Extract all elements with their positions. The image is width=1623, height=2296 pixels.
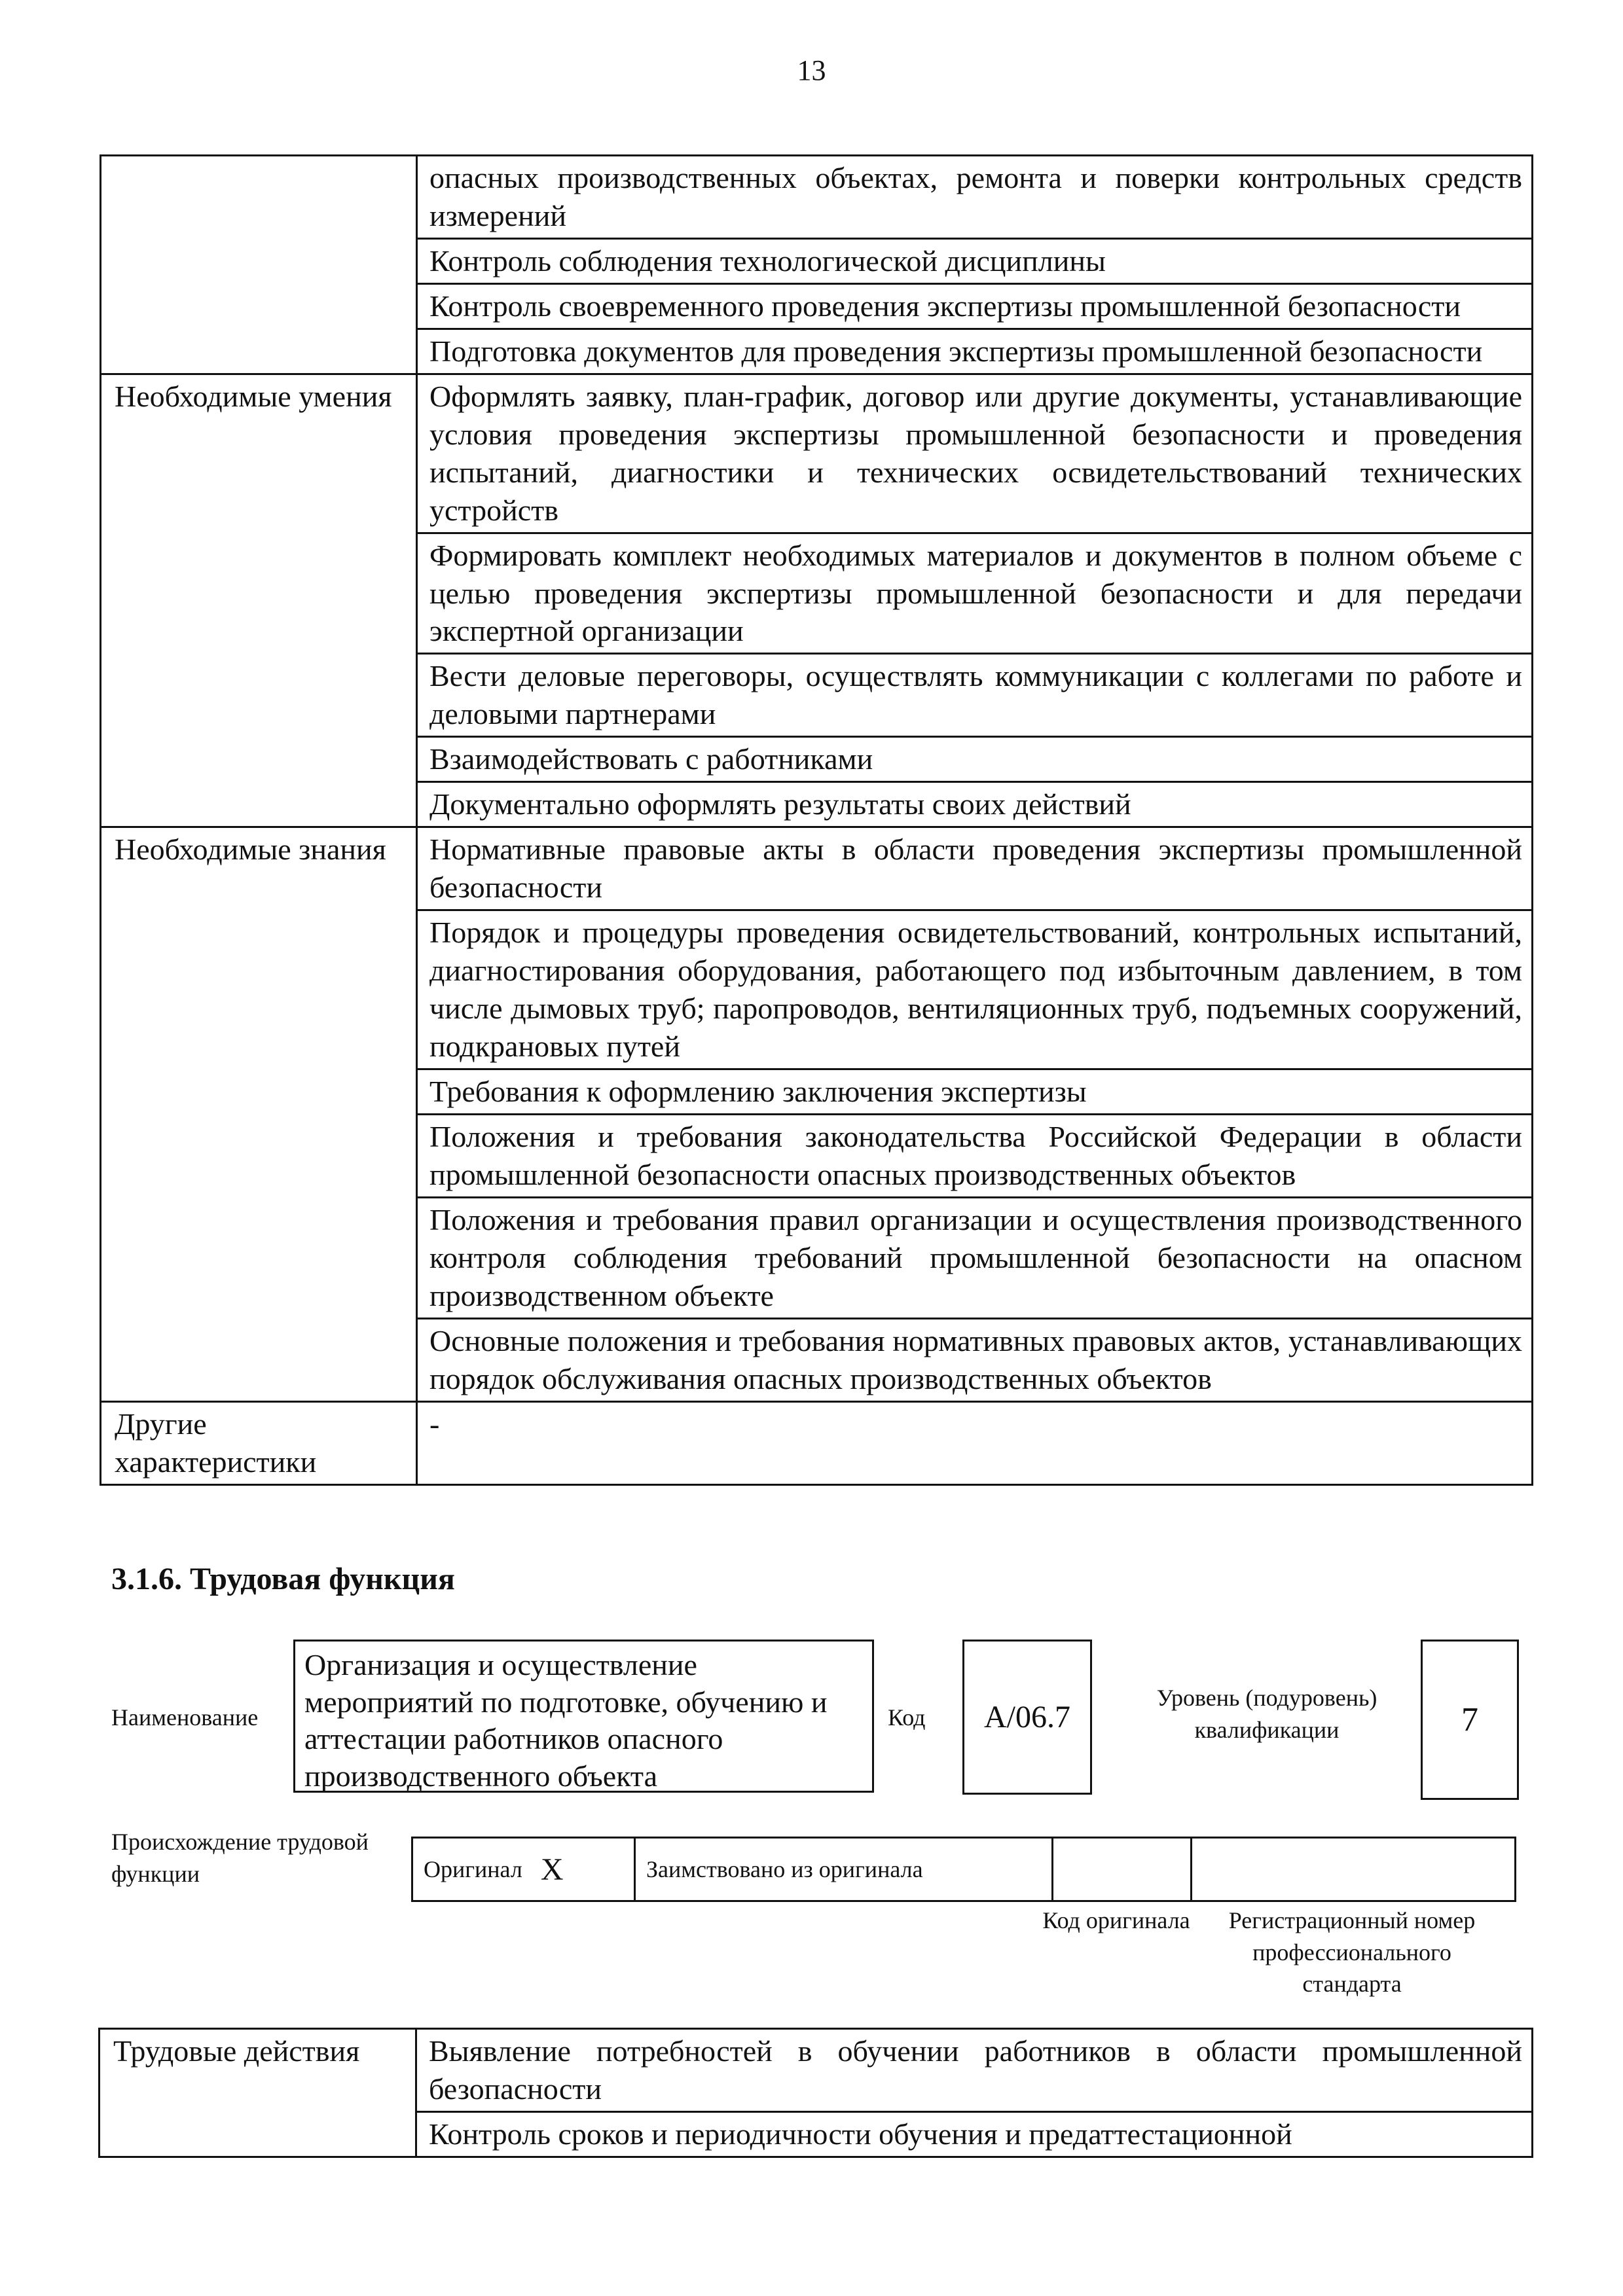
code-label: Код — [888, 1704, 926, 1731]
section-heading: 3.1.6. Трудовая функция — [111, 1562, 455, 1596]
row-item: Оформлять заявку, план-график, договор или другие документы, устанавливающие условия проведения экспертизы промышленной безопасности и проведения испытаний, диагностики и технических освидетельствований технических устройств — [417, 374, 1533, 533]
row-item: Контроль сроков и периодичности обучения и предаттестационной — [416, 2111, 1533, 2157]
table-row — [101, 156, 1533, 239]
qualification-level-box: 7 — [1421, 1640, 1519, 1800]
table-row — [100, 2029, 1533, 2112]
origin-row — [411, 1837, 1516, 1902]
row-item: Документально оформлять результаты своих действий — [417, 782, 1533, 827]
row-label: Необходимые умения — [101, 374, 417, 827]
table-row — [101, 374, 1533, 533]
code-original-caption: Код оригинала — [1042, 1907, 1190, 1933]
registration-number-cell — [1192, 1839, 1514, 1900]
row-item: Вести деловые переговоры, осуществлять коммуникации с коллегами по работе и деловыми партнерами — [417, 654, 1533, 737]
row-item: Нормативные правовые акты в области проведения экспертизы промышленной безопасности — [417, 827, 1533, 910]
row-item: Положения и требования законодательства Российской Федерации в области промышленной безопасности опасных производственных объектов — [417, 1114, 1533, 1197]
name-label: Наименование — [111, 1704, 259, 1731]
registration-number-caption: Регистрационный номер профессионального стандарта — [1228, 1907, 1476, 1998]
original-mark: X — [540, 1852, 564, 1887]
original-cell — [413, 1839, 636, 1900]
row-item: Основные положения и требования нормативных правовых актов, устанавливающих порядок обслуживания опасных производственных объектов — [417, 1318, 1533, 1401]
row-item: Подготовка документов для проведения экспертизы промышленной безопасности — [417, 329, 1533, 374]
qualification-level-label: Уровень (подуровень) квалификации — [1156, 1685, 1377, 1743]
row-item: Положения и требования правил организации и осуществления производственного контроля соблюдения требований промышленной безопасности на опасном производственном объекте — [417, 1197, 1533, 1318]
requirements-table — [100, 154, 1533, 1486]
row-item: Формировать комплект необходимых материалов и документов в полном объеме с целью проведения экспертизы промышленной безопасности и для передачи экспертной организации — [417, 533, 1533, 654]
table-row — [101, 827, 1533, 910]
code-original-cell — [1053, 1839, 1192, 1900]
function-code-box: А/06.7 — [962, 1640, 1092, 1795]
original-label: Оригинал — [424, 1856, 522, 1882]
row-label: Необходимые знания — [101, 827, 417, 1401]
row-label: Другие характеристики — [101, 1401, 417, 1484]
origin-label: Происхождение трудовой функции — [111, 1829, 369, 1887]
row-item: Взаимодействовать с работниками — [417, 737, 1533, 782]
row-item: Контроль своевременного проведения экспертизы промышленной безопасности — [417, 283, 1533, 329]
row-label — [101, 156, 417, 374]
row-item: - — [417, 1401, 1533, 1484]
row-item: опасных производственных объектах, ремонта и поверки контрольных средств измерений — [417, 156, 1533, 239]
row-item: Требования к оформлению заключения экспертизы — [417, 1069, 1533, 1114]
borrowed-cell: Заимствовано из оригинала — [636, 1839, 1053, 1900]
row-item: Выявление потребностей в обучении работников в области промышленной безопасности — [416, 2029, 1533, 2112]
page-number: 13 — [797, 54, 826, 86]
function-name-box: Организация и осуществление мероприятий по подготовке, обучению и аттестации работников опасного производственного объекта — [293, 1640, 874, 1793]
table-row — [101, 1401, 1533, 1484]
row-item: Контроль соблюдения технологической дисциплины — [417, 238, 1533, 283]
row-label: Трудовые действия — [100, 2029, 416, 2157]
row-item: Порядок и процедуры проведения освидетельствований, контрольных испытаний, диагностирования оборудования, работающего под избыточным давлением, в том числе дымовых труб; паропроводов, вентиляционных труб, подъемных сооружений, подкрановых путей — [417, 910, 1533, 1069]
labour-actions-table — [98, 2028, 1533, 2158]
